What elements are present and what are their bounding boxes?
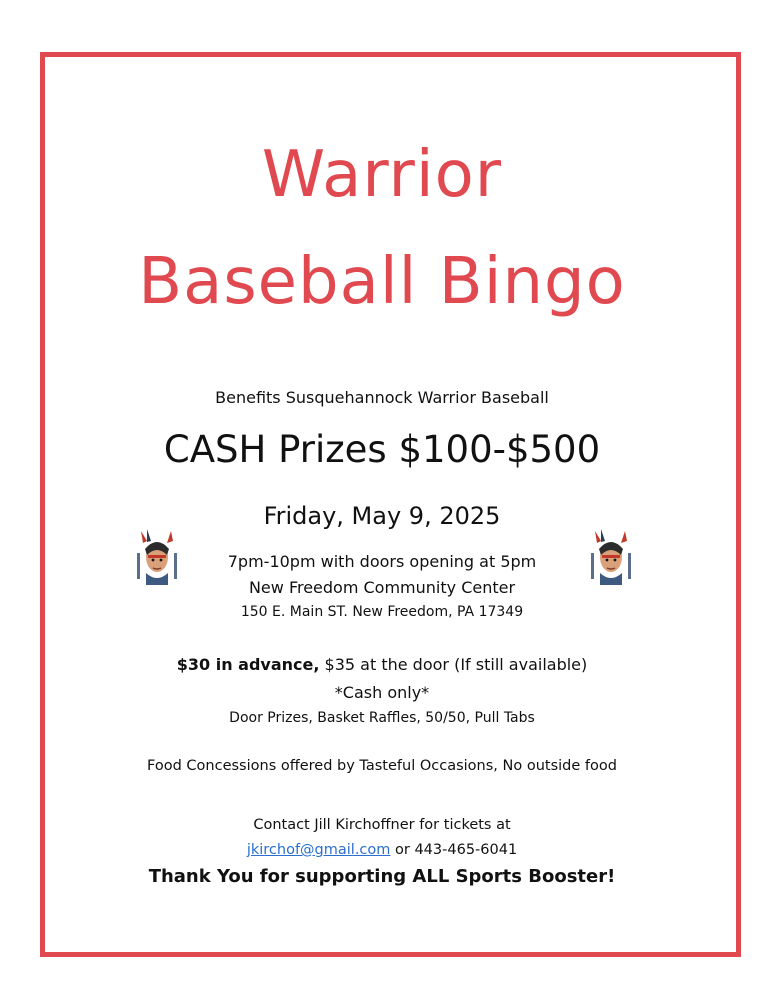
title-baseball-bingo: Baseball Bingo (138, 245, 626, 319)
thank-you-note: Thank You for supporting ALL Sports Booster! (148, 866, 616, 887)
extras-list: Door Prizes, Basket Raffles, 50/50, Pull Tabs (229, 710, 535, 726)
price-advance: $30 in advance, (176, 655, 320, 674)
food-concessions: Food Concessions offered by Tasteful Occasions, No outside food (147, 758, 617, 774)
phone-number: or 443-465-6041 (395, 842, 518, 858)
cash-only-note: *Cash only* (334, 683, 430, 702)
event-venue: New Freedom Community Center (248, 578, 516, 597)
title-warrior: Warrior (261, 138, 503, 212)
email-phone-line (0, 842, 764, 858)
price-line (0, 655, 764, 674)
cash-prizes-heading: CASH Prizes $100-$500 (163, 428, 601, 471)
price-door: $35 at the door (If still available) (324, 655, 588, 674)
event-address: 150 E. Main ST. New Freedom, PA 17349 (240, 604, 524, 620)
event-date: Friday, May 9, 2025 (263, 502, 501, 530)
event-times: 7pm-10pm with doors opening at 5pm (227, 552, 537, 571)
benefits-text: Benefits Susquehannock Warrior Baseball (215, 388, 549, 407)
contact-text: Contact Jill Kirchoffner for tickets at (253, 817, 511, 833)
email-link[interactable]: jkirchof@gmail.com (246, 842, 391, 858)
